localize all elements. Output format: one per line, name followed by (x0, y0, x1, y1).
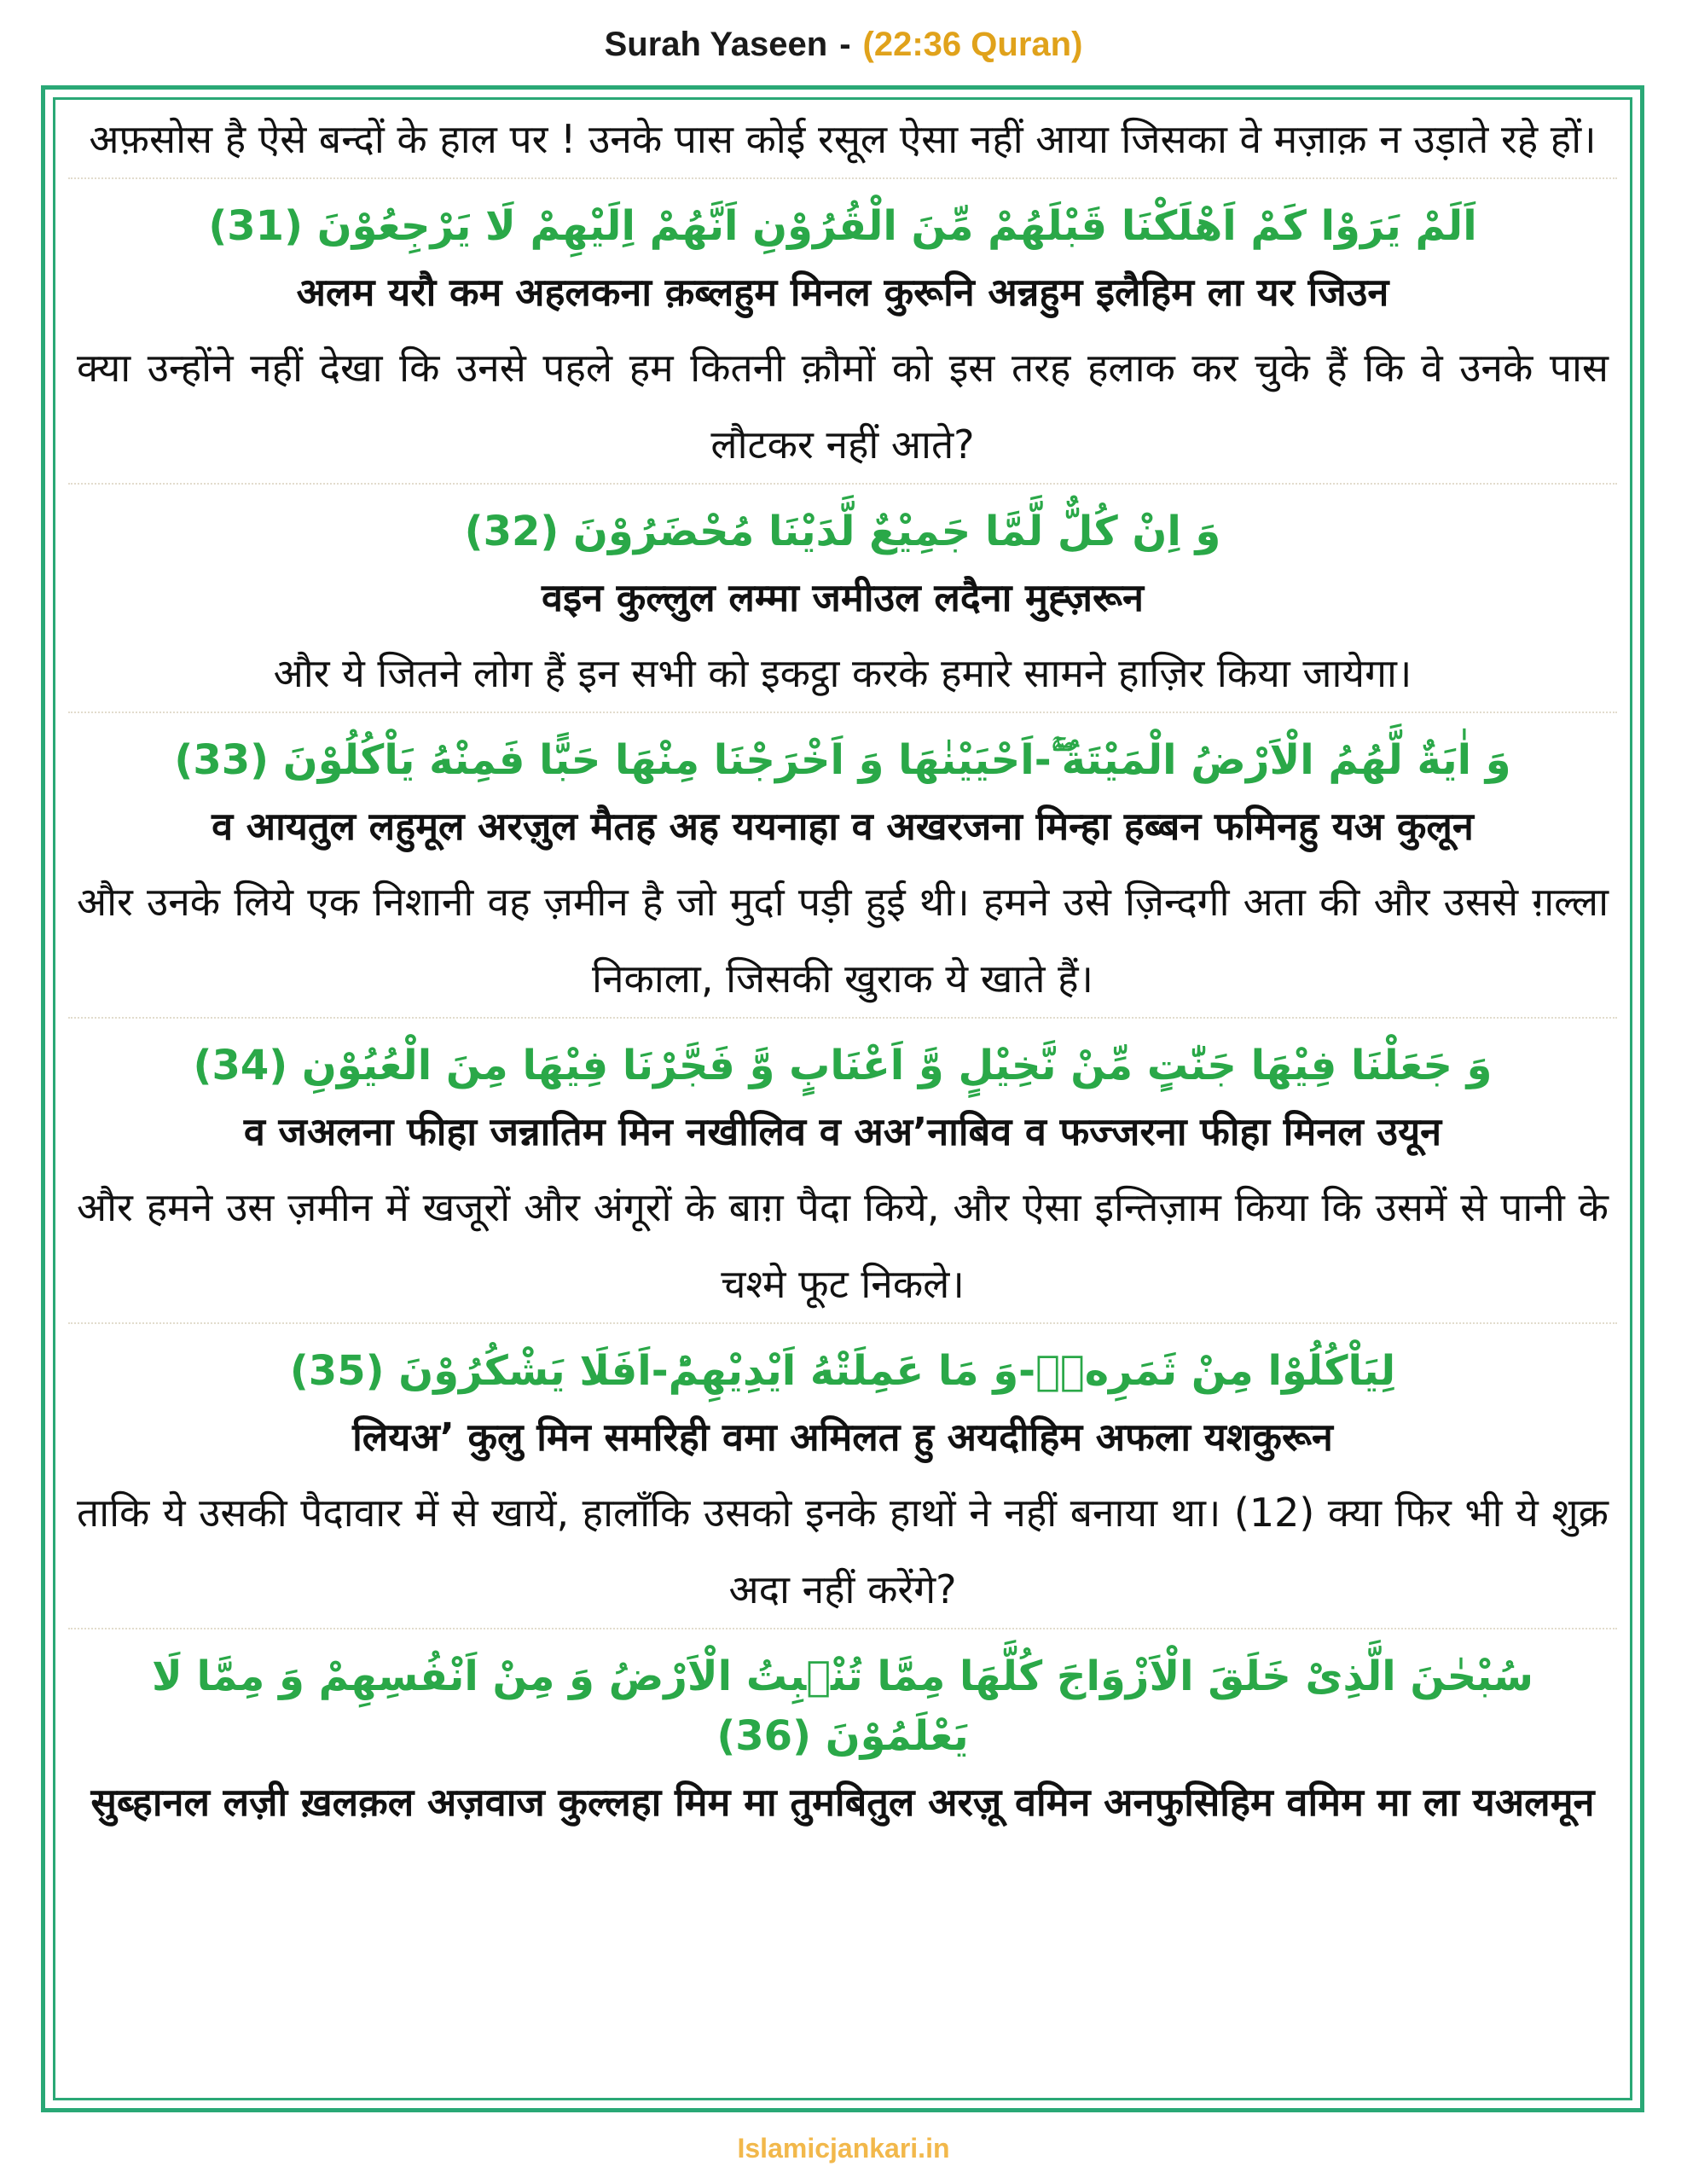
intro-translation: अफ़सोस है ऐसे बन्दों के हाल पर ! उनके पास कोई रसूल ऐसा नहीं आया जिसका वे मज़ाक़ न उड़ाते रहे हों। (89, 116, 1597, 162)
verse-content (77, 101, 1609, 1839)
verse-32 (77, 485, 1609, 712)
page-header (0, 26, 1687, 64)
verse-36 (77, 1629, 1609, 1839)
verse-arabic: لِیَاْكُلُوْا مِنْ ثَمَرِهٖۙ-وَ مَا عَمِلَتْهُ اَیْدِیْهِمْؕ-اَفَلَا یَشْكُرُوْنَ (35) (289, 1347, 1396, 1395)
verse-arabic: اَلَمْ یَرَوْا كَمْ اَهْلَكْنَا قَبْلَهُمْ مِّنَ الْقُرُوْنِ اَنَّهُمْ اِلَیْهِمْ لَا یَرْجِعُوْنَ (31) (208, 202, 1477, 250)
verse-translation: और हमने उस ज़मीन में खजूरों और अंगूरों के बाग़ पैदा किये, और ऐसा इन्तिज़ाम किया कि उसमें से पानी के चश्मे फूट निकले। (77, 1184, 1609, 1307)
verse-31 (77, 179, 1609, 483)
verse-transliteration: अलम यरौ कम अहलकना क़ब्लहुम मिनल कुरूनि अन्नहुम इलैहिम ला यर जिउन (296, 270, 1389, 315)
verse-translation: ताकि ये उसकी पैदावार में से खायें, हालाँकि उसको इनके हाथों ने नहीं बनाया था। (12) क्या फिर भी ये शुक्र अदा नहीं करेंगे? (77, 1490, 1609, 1612)
verse-arabic: وَ جَعَلْنَا فِیْهَا جَنّٰتٍ مِّنْ نَّخِیْلٍ وَّ اَعْنَابٍ وَّ فَجَّرْنَا فِیْهَا مِنَ الْعُیُوْنِ (34) (193, 1042, 1493, 1089)
verse-33 (77, 713, 1609, 1017)
surah-title: Surah Yaseen (604, 26, 828, 63)
verse-arabic: وَ اِنْ كُلٌّ لَّمَّا جَمِیْعٌ لَّدَیْنَا مُحْضَرُوْنَ (32) (464, 508, 1221, 555)
verse-transliteration: लियअ’ कुलु मिन समरिही वमा अमिलत हु अयदीहिम अफला यशकुरून (352, 1414, 1333, 1460)
verse-translation: और ये जितने लोग हैं इन सभी को इकट्ठा करके हमारे सामने हाज़िर किया जायेगा। (273, 650, 1412, 696)
header-separator: - (839, 26, 851, 63)
verse-transliteration: व आयतुल लहुमूल अरज़ुल मैतह अह ययनाहा व अखरजना मिन्हा हब्बन फमिनहु यअ कुलून (212, 804, 1474, 849)
verse-arabic: سُبْحٰنَ الَّذِیْ خَلَقَ الْاَزْوَاجَ كُلَّهَا مِمَّا تُنْۢبِتُ الْاَرْضُ وَ مِنْ اَنْفُسِهِمْ وَ مِمَّا لَا یَعْلَمُوْنَ (36) (152, 1653, 1533, 1760)
verse-34 (77, 1019, 1609, 1322)
verse-transliteration: व जअलना फीहा जन्नातिम मिन नखीलिव व अअ’नाबिव व फज्जरना फीहा मिनल उयून (243, 1109, 1442, 1154)
verse-arabic: وَ اٰیَةٌ لَّهُمُ الْاَرْضُ الْمَیْتَةُ ۚۖ-اَحْیَیْنٰهَا وَ اَخْرَجْنَا مِنْهَا حَبًّا فَمِنْهُ یَاْكُلُوْنَ (33) (174, 736, 1511, 784)
site-footer (0, 2133, 1687, 2164)
verse-transliteration: सुब्हानल लज़ी ख़लक़ल अज़वाज कुल्लहा मिम मा तुमबितुल अरज़ू वमिन अनफुसिहिम वमिम मा ला यअलमून (90, 1780, 1595, 1825)
verse-translation: और उनके लिये एक निशानी वह ज़मीन है जो मुर्दा पड़ी हुई थी। हमने उसे ज़िन्दगी अता की और उससे ग़ल्ला निकाला, जिसकी खुराक ये खाते हैं। (77, 879, 1609, 1002)
surah-reference: (22:36 Quran) (862, 26, 1083, 63)
verse-transliteration: वइन कुल्लुल लम्मा जमीउल लदैना मुह्ज़रून (542, 575, 1144, 620)
verse-35 (77, 1324, 1609, 1628)
intro-block (77, 101, 1609, 177)
site-link[interactable]: Islamicjankari.in (737, 2133, 950, 2164)
verse-translation: क्या उन्होंने नहीं देखा कि उनसे पहले हम कितनी क़ौमों को इस तरह हलाक कर चुके हैं कि वे उनके पास लौटकर नहीं आते? (77, 345, 1609, 468)
